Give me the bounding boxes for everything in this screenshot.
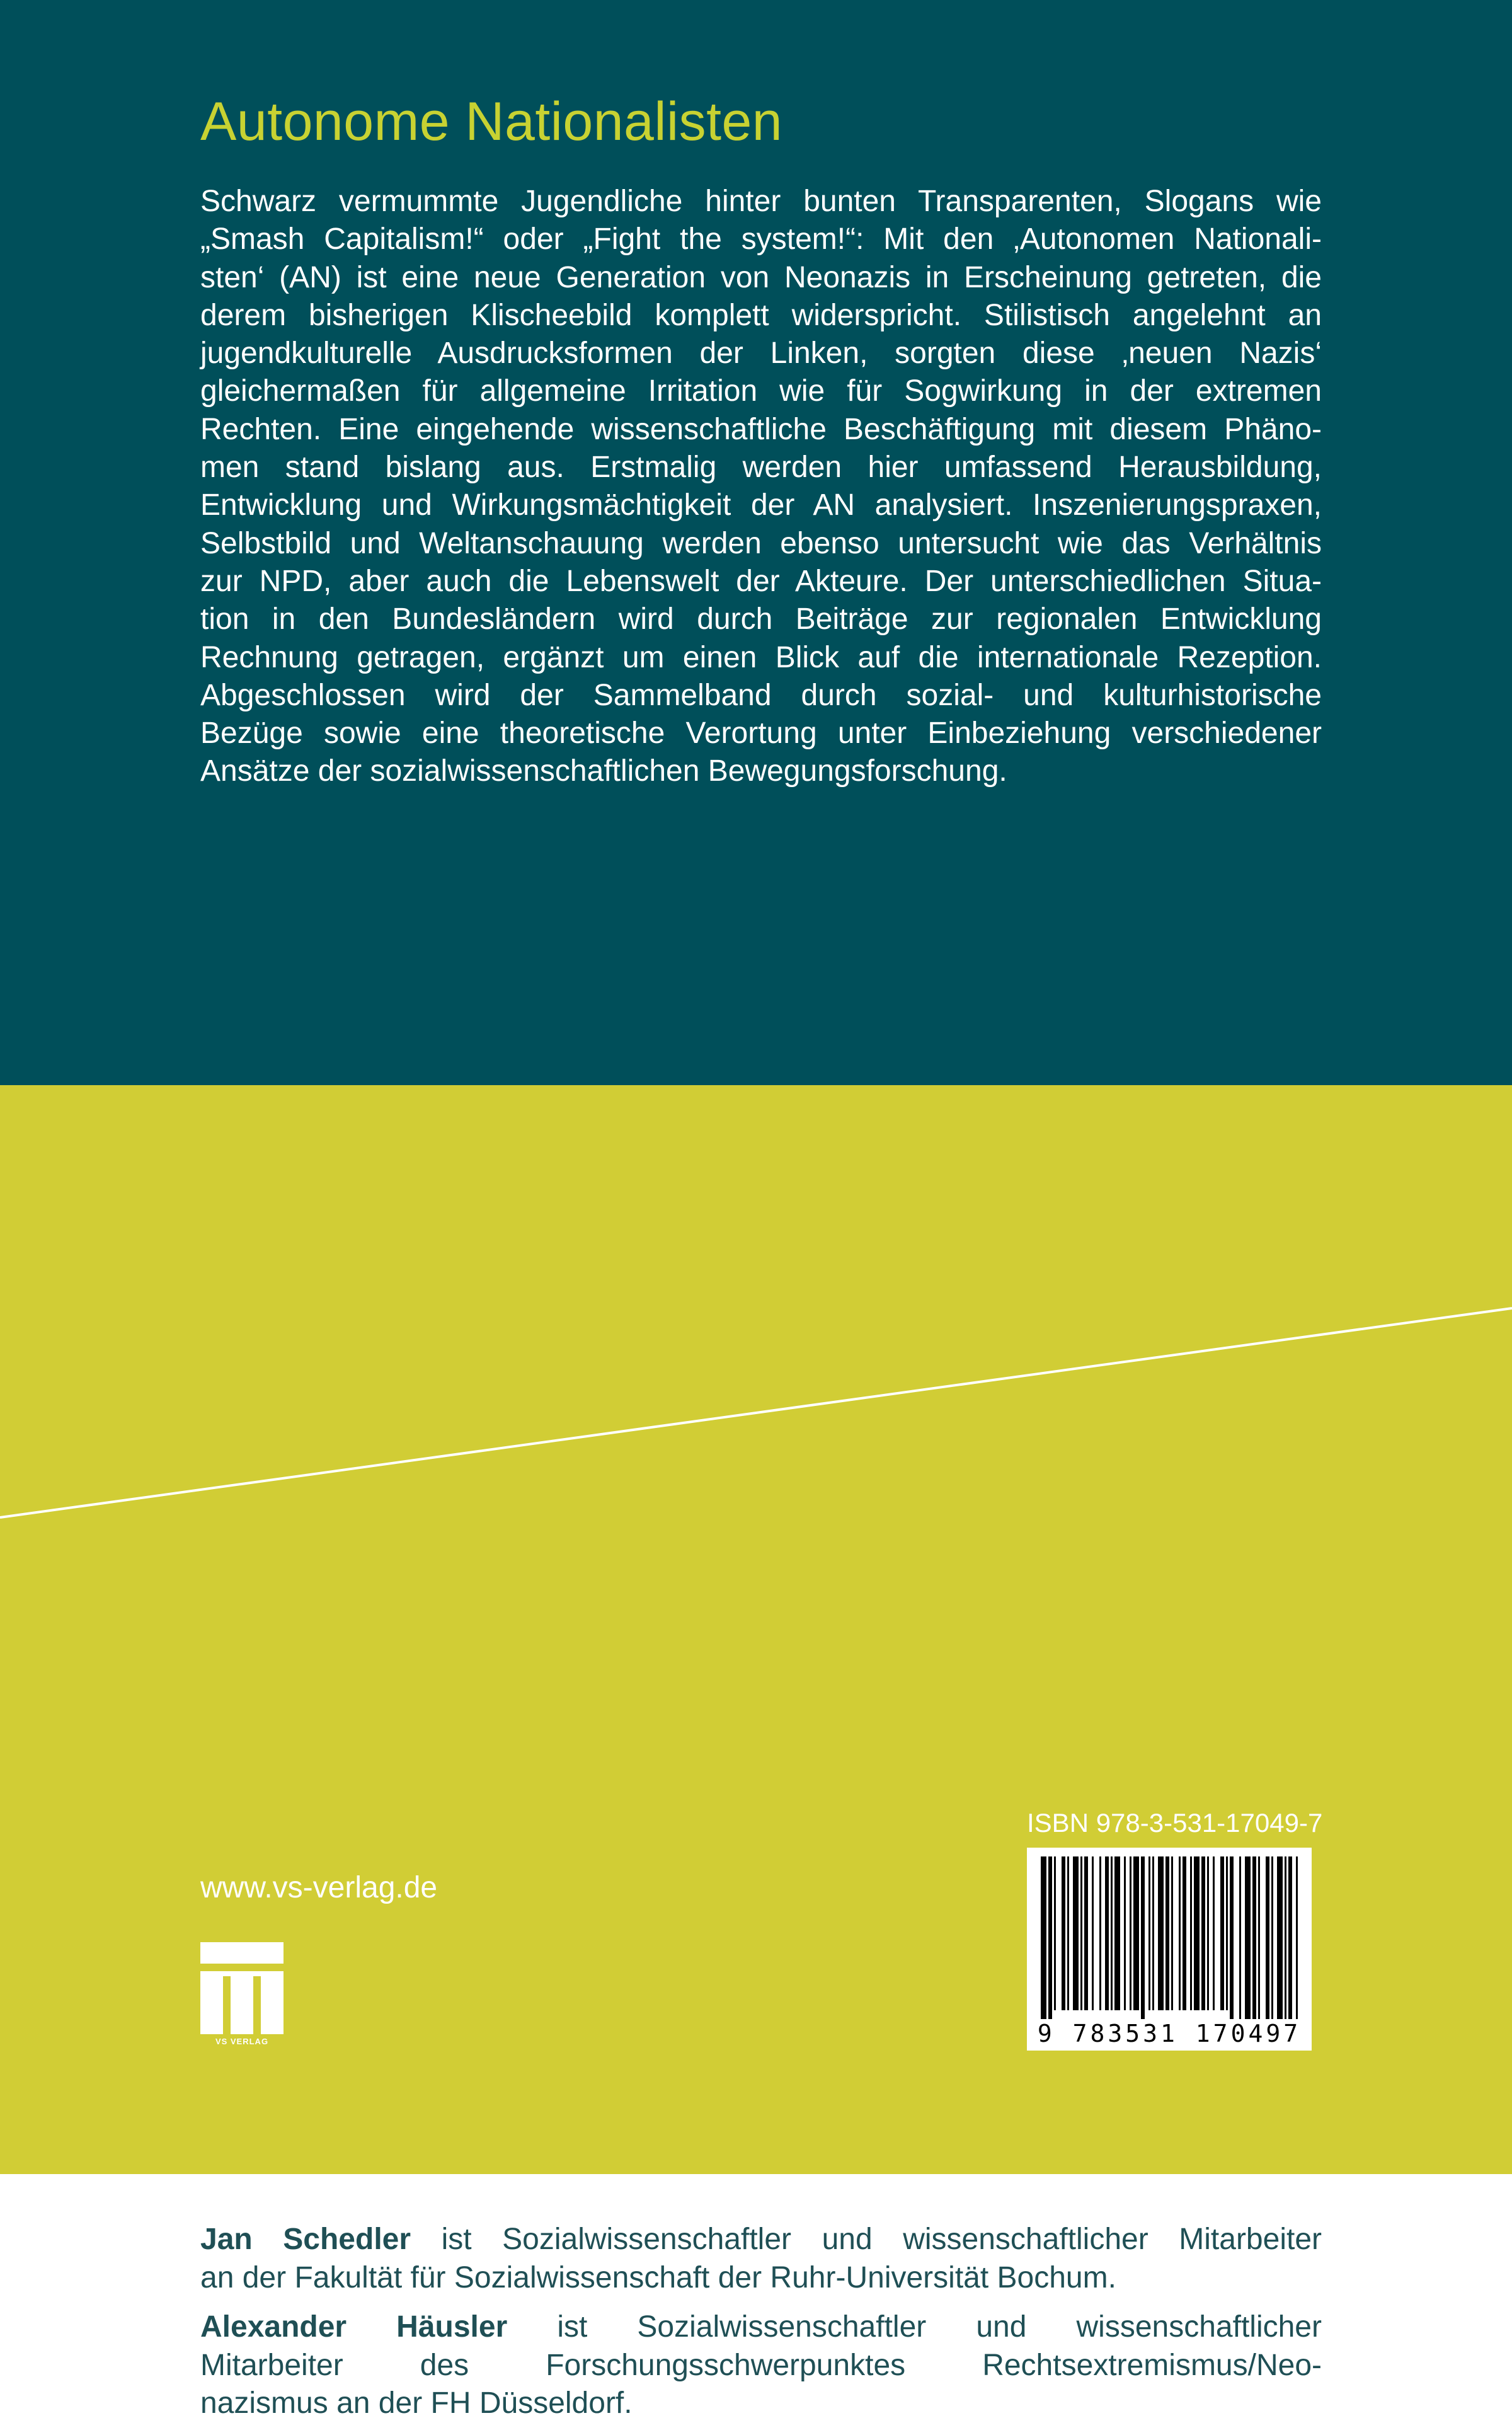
description-line: derem bisherigen Klischeebild komplett widerspricht. Stilistisch angelehnt an: [200, 298, 1322, 332]
description-line: Rechnung getragen, ergänzt um einen Blick auf die internationale Rezeption.: [200, 640, 1322, 674]
description-line: zur NPD, aber auch die Lebenswelt der Akteure. Der unterschiedlichen Situa-: [200, 564, 1322, 598]
top-panel: [0, 0, 1512, 1085]
description-line: Schwarz vermummte Jugendliche hinter bunten Transparenten, Slogans wie: [200, 185, 1322, 218]
barcode: [1027, 1848, 1312, 2051]
description-line: jugendkulturelle Ausdrucksformen der Linken, sorgten diese ‚neuen Nazis‘: [200, 337, 1322, 371]
isbn-label: ISBN 978-3-531-17049-7: [1027, 1808, 1323, 1838]
barcode-digits: 9 783531 170497: [1037, 2020, 1302, 2047]
logo-label: VS VERLAG: [215, 2037, 269, 2046]
author-bio-line: nazismus an der FH Düsseldorf.: [200, 2386, 633, 2420]
description-line: Entwicklung und Wirkungsmächtigkeit der AN analysiert. Inszenierungspraxen,: [200, 488, 1322, 522]
author-bio-line: [200, 2221, 1322, 2259]
author-bio-line: Mitarbeiter des Forschungsschwerpunktes Rechtsextremismus/Neo-: [200, 2348, 1322, 2382]
description-line: Abgeschlossen wird der Sammelband durch sozial- und kulturhistorische: [200, 678, 1322, 712]
author-bios: [200, 2221, 1322, 2423]
publisher-website: www.vs-verlag.de: [200, 1871, 438, 1904]
description-line: Bezüge sowie eine theoretische Verortung unter Einbeziehung verschiedener: [200, 717, 1322, 751]
book-description: [200, 183, 1322, 791]
vs-verlag-logo-icon: [200, 1942, 284, 2049]
description-line: men stand bislang aus. Erstmalig werden hier umfassend Herausbildung,: [200, 451, 1322, 485]
description-line: gleichermaßen für allgemeine Irritation wie für Sogwirkung in der extremen: [200, 374, 1322, 408]
description-line: sten‘ (AN) ist eine neue Generation von Neonazis in Erscheinung getreten, die: [200, 260, 1322, 294]
description-line: tion in den Bundesländern wird durch Beiträge zur regionalen Entwicklung: [200, 602, 1322, 636]
book-title: Autonome Nationalisten: [200, 91, 783, 152]
description-line: Rechten. Eine eingehende wissenschaftliche Beschäftigung mit diesem Phäno-: [200, 412, 1322, 446]
author-name: Jan Schedler: [200, 2223, 411, 2256]
description-line: Selbstbild und Weltanschauung werden ebenso untersucht wie das Verhältnis: [200, 526, 1322, 560]
author-bio-line: [200, 2308, 1322, 2347]
author-bio-line: an der Fakultät für Sozialwissenschaft der Ruhr-Universität Bochum.: [200, 2260, 1116, 2294]
description-line: Ansätze der sozialwissenschaftlichen Bewegungsforschung.: [200, 754, 1007, 788]
author-bio-text: ist Sozialwissenschaftler und wissenschaftlicher: [507, 2310, 1322, 2344]
author-name: Alexander Häusler: [200, 2310, 508, 2344]
author-bio-text: ist Sozialwissenschaftler und wissenschaftlicher Mitarbeiter: [411, 2223, 1322, 2256]
description-line: „Smash Capitalism!“ oder „Fight the system!“: Mit den ‚Autonomen Nationali-: [200, 222, 1322, 256]
